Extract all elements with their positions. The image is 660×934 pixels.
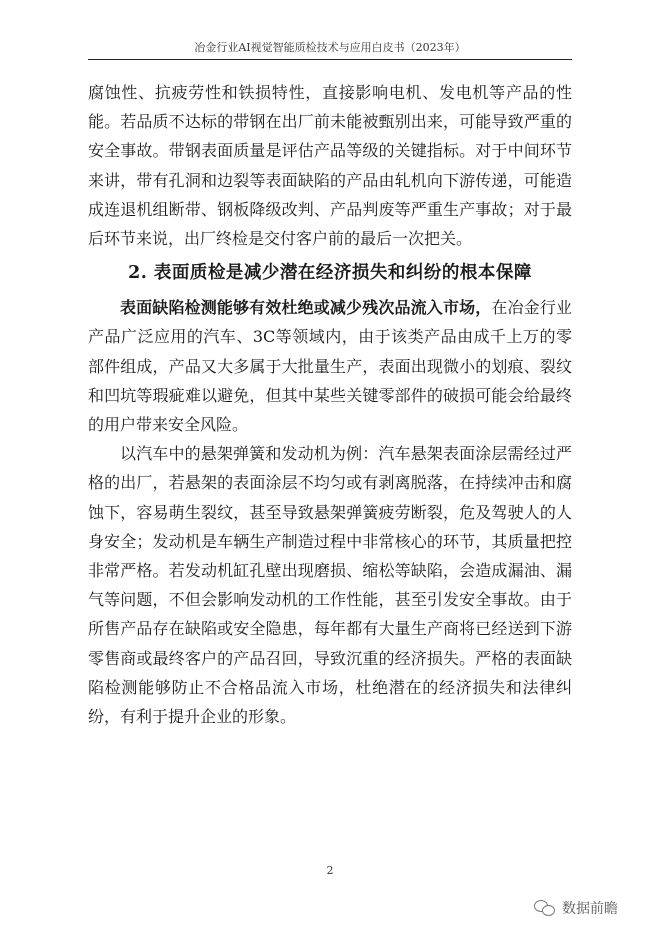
wechat-icon — [534, 899, 556, 917]
paragraph-3: 以汽车中的悬架弹簧和发动机为例：汽车悬架表面涂层需经过严格的出厂，若悬架的表面涂层不均匀或有剥离脱落，在持续冲击和腐蚀下，容易萌生裂纹，甚至导致悬架弹簧疲劳断裂，危及驾驶人的人身安全；发动机是车辆生产制造过程中非常核心的环节，其质量把控非常严格。若发动机缸孔壁出现磨损、缩松等缺陷，会造成漏油、漏气等问题，不但会影响发动机的工作性能，甚至引发安全事故。由于所售产品存在缺陷或安全隐患，每年都有大量生产商将已经送到下游零售商或最终客户的产品召回，导致沉重的经济损失。严格的表面缺陷检测能够防止不合格品流入市场，杜绝潜在的经济损失和法律纠纷，有利于提升企业的形象。 — [88, 444, 572, 727]
paragraph-2 — [88, 293, 572, 439]
section-heading: 2. 表面质检是减少潜在经济损失和纠纷的根本保障 — [128, 263, 532, 284]
running-header: 冶金行业AI视觉智能质检技术与应用白皮书（2023年） — [194, 41, 466, 54]
watermark-text: 数据前瞻 — [562, 901, 618, 917]
body-text — [88, 78, 572, 731]
header-rule — [88, 59, 572, 60]
page-number: 2 — [326, 864, 334, 877]
watermark — [534, 895, 618, 921]
paragraph-2-rest: 在冶金行业产品广泛应用的汽车、3C等领域内，由于该类产品由成千上万的零部件组成，产品又大多属于大批量生产，表面出现微小的划痕、裂纹和凹坑等瑕疵难以避免，但其中某些关键零部件的破损可能会给最终的用户带来安全风险。 — [88, 298, 572, 435]
paragraph-2-lead: 表面缺陷检测能够有效杜绝或减少残次品流入市场， — [120, 298, 492, 318]
paragraph-1: 腐蚀性、抗疲劳性和铁损特性，直接影响电机、发电机等产品的性能。若品质不达标的带钢在出厂前未能被甄别出来，可能导致严重的安全事故。带钢表面质量是评估产品等级的关键指标。对于中间环节来讲，带有孔洞和边裂等表面缺陷的产品由轧机向下游传递，可能造成连退机组断带、钢板降级改判、产品判废等严重生产事故；对于最后环节来说，出厂终检是交付客户前的最后一次把关。 — [88, 83, 572, 249]
